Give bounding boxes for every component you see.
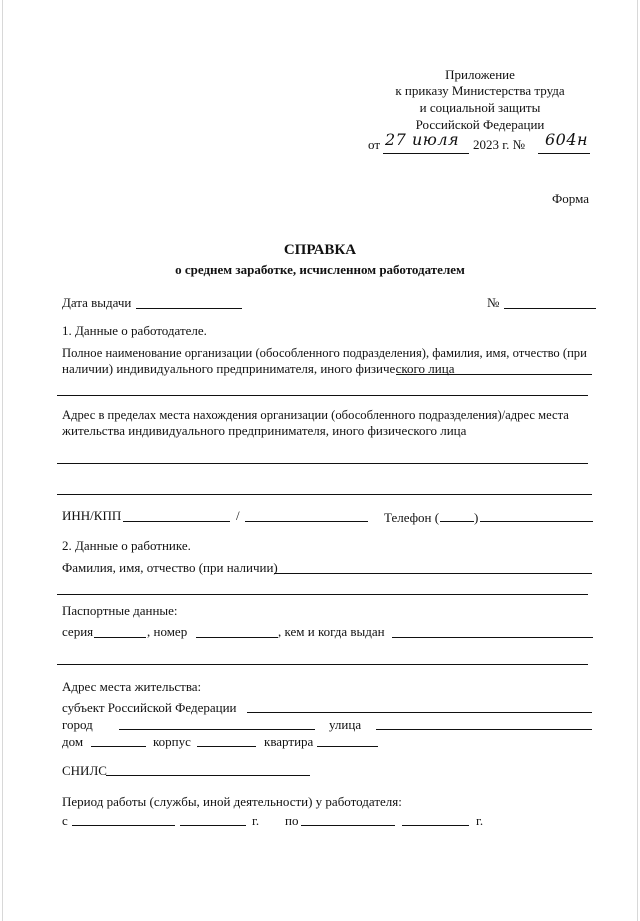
period-to-year-suffix: г. [476,813,484,828]
employer-name-field-2[interactable] [57,395,588,396]
employer-address-label-line2: жительства индивидуального предпринимателя, иного физического лица [62,423,467,438]
scan-edge-left [2,0,3,921]
order-date-underline [383,153,469,154]
house-label: дом [62,734,84,749]
order-ministry-line-3: Российской Федерации [415,117,545,132]
period-from-day-month-field[interactable] [72,825,175,826]
order-date-prefix: от [368,137,381,152]
passport-series-label: серия [62,624,94,639]
appendix-label: Приложение [445,67,515,82]
period-from-label: с [62,813,68,828]
employer-name-label-line1: Полное наименование организации (обособленного подразделения), фамилия, имя, отчество (при [62,346,587,360]
form-label: Форма [552,191,589,206]
order-number-handwritten: 604н [545,130,589,149]
period-to-day-month-field[interactable] [301,825,395,826]
apartment-label: квартира [264,734,314,749]
passport-number-label: , номер [147,624,188,639]
employer-name-label-line2: наличии) индивидуального предпринимателя, иного физического лица [62,361,455,376]
house-field[interactable] [91,746,146,747]
street-label: улица [329,717,362,732]
apartment-field[interactable] [317,746,378,747]
city-label: город [62,717,93,732]
region-field[interactable] [247,712,592,713]
order-number-underline [538,153,590,154]
certificate-number-label: № [487,295,500,310]
employee-fio-label: Фамилия, имя, отчество (при наличии) [62,560,278,575]
employer-address-field-2[interactable] [57,494,592,495]
street-field[interactable] [376,729,592,730]
issue-date-label: Дата выдачи [62,295,132,310]
certificate-number-field[interactable] [504,308,596,309]
passport-number-field[interactable] [196,637,278,638]
passport-title: Паспортные данные: [62,603,178,618]
scan-edge-right [637,0,638,921]
issue-date-field[interactable] [136,308,242,309]
inn-kpp-separator: / [236,508,240,523]
passport-issued-label: , кем и когда выдан [278,624,385,639]
employee-address-title: Адрес места жительства: [62,679,202,694]
period-from-year-field[interactable] [180,825,246,826]
order-ministry-line-2: и социальной защиты [419,100,541,115]
city-field[interactable] [119,729,315,730]
employee-fio-field[interactable] [274,573,592,574]
employee-fio-field-2[interactable] [57,594,588,595]
period-from-year-suffix: г. [252,813,260,828]
work-period-title: Период работы (службы, иной деятельности) у работодателя: [62,794,402,809]
order-date-handwritten: 27 июля [385,130,460,149]
employer-section-title: 1. Данные о работодателе. [62,323,207,338]
period-to-label: по [285,813,299,828]
passport-series-field[interactable] [94,637,146,638]
snils-field[interactable] [106,775,310,776]
employer-address-field[interactable] [57,463,588,464]
building-field[interactable] [197,746,256,747]
employer-name-field[interactable] [396,374,592,375]
kpp-field[interactable] [245,521,368,522]
employee-section-title: 2. Данные о работнике. [62,538,191,553]
phone-label: Телефон ( [384,510,440,525]
order-ministry-line: к приказу Министерства труда [395,83,565,98]
passport-issued-field[interactable] [392,637,593,638]
phone-number-field[interactable] [480,521,593,522]
region-label: субъект Российской Федерации [62,700,237,715]
building-label: корпус [153,734,191,749]
inn-kpp-label: ИНН/КПП [62,508,122,523]
inn-field[interactable] [123,521,230,522]
document-subtitle: о среднем заработке, исчисленном работодателем [175,262,465,277]
employer-address-label-line1: Адрес в пределах места нахождения организации (обособленного подразделения)/адрес места [62,408,569,422]
snils-label: СНИЛС [62,763,107,778]
passport-issued-field-2[interactable] [57,664,588,665]
phone-close-paren: ) [474,510,479,525]
period-to-year-field[interactable] [402,825,469,826]
document-title: СПРАВКА [283,242,357,258]
order-year-label: 2023 г. № [473,137,526,152]
phone-code-field[interactable] [440,521,474,522]
